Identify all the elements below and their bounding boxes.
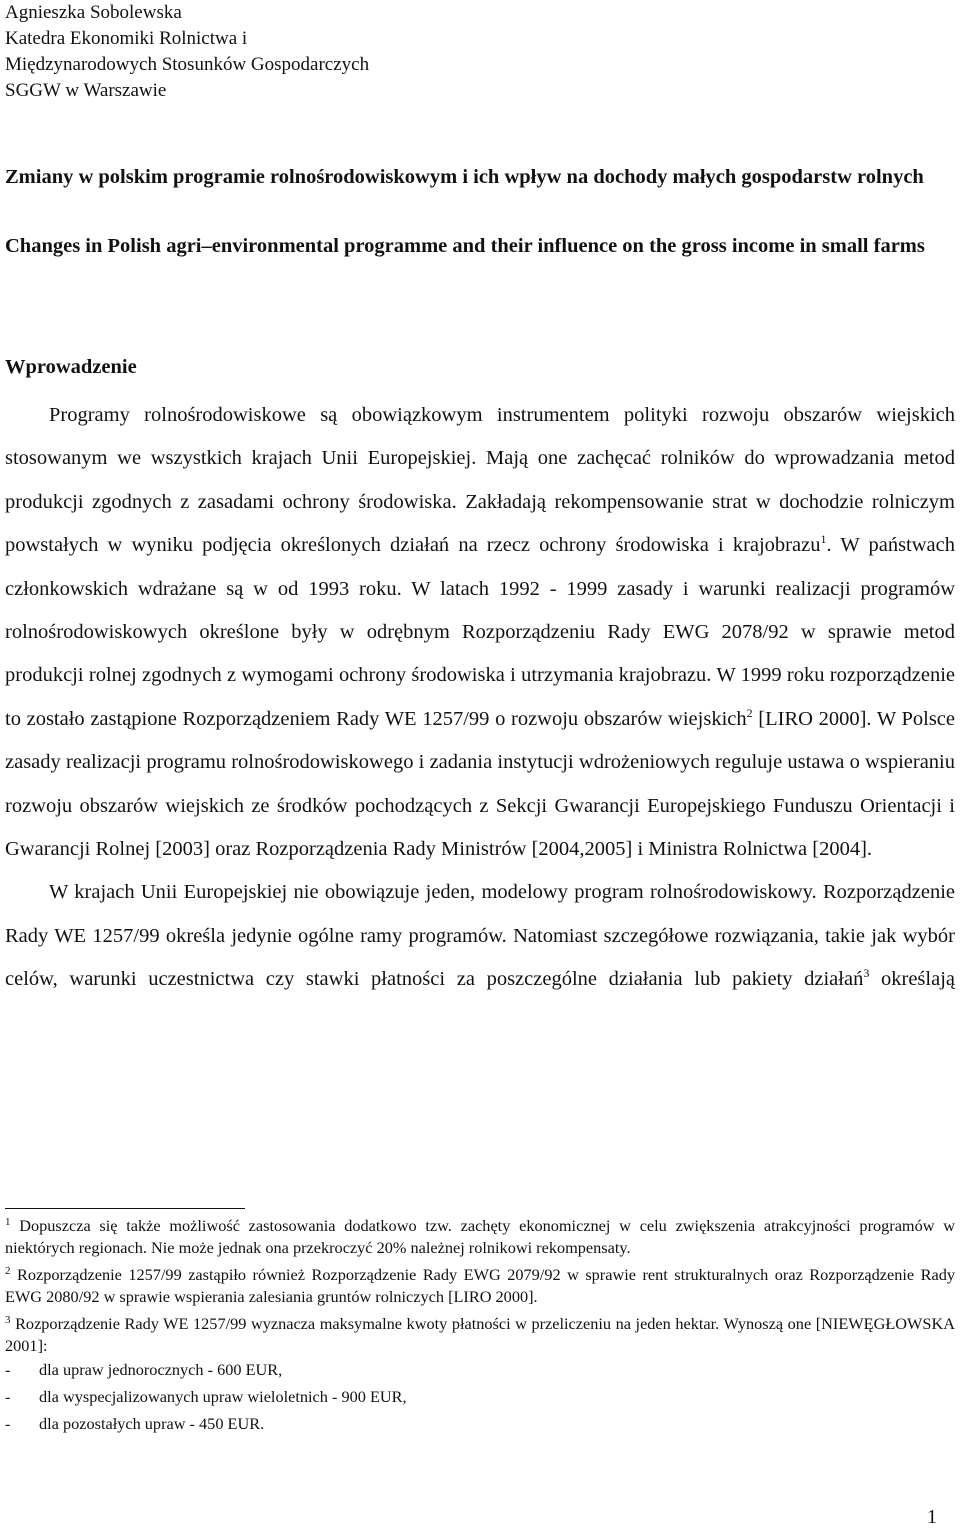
author-block xyxy=(5,0,369,104)
list-item: - dla wyspecjalizowanych upraw wieloletnich - 900 EUR, xyxy=(5,1387,407,1406)
department-line-2: Międzynarodowych Stosunków Gospodarczych xyxy=(5,54,370,75)
footnote-1: $^1$ Dopuszcza się także możliwość zastosowania dodatkowo tzw. zachęty ekonomicznej w celu zwiększenia atrakcyjności programów w niektórych regionach. Nie może jednak ona przekroczyć 20% należnej rolnikowi rekompensaty. xyxy=(5,1216,955,1257)
footnote-ref-3: 3 xyxy=(863,966,870,981)
page-number: 1 xyxy=(927,1506,937,1528)
title-polish: Zmiany w polskim programie rolnośrodowiskowym i ich wpływ na dochody małych gospodarstw rolnych xyxy=(5,166,924,188)
footnote-2: $^2$ Rozporządzenie 1257/99 zastąpiło również Rozporządzenie Rady EWG 2079/92 w sprawie rent strukturalnych oraz Rozporządzenie Rady EWG 2080/92 w sprawie wspierania zalesiania gruntów rolniczych [LIRO 2000]. xyxy=(5,1265,955,1306)
footnote-separator xyxy=(5,1208,245,1209)
list-item: - dla upraw jednorocznych - 600 EUR, xyxy=(5,1360,283,1379)
footnotes xyxy=(5,1215,955,1437)
paragraph-1: Programy rolnośrodowiskowe są obowiązkowym instrumentem polityki rozwoju obszarów wiejskich stosowanym we wszystkich krajach Unii Europejskiej. Mają one zachęcać rolników do wprowadzania metod produkcji zgodnych z zasadami ochrony środowiska. Zakładają rekompensowanie strat w dochodzie rolniczym powstałych w wyniku podjęcia określonych działań na rzecz ochrony środowiska i krajobrazu$^1$. W państwach członkowskich wdrażane są w od 1993 roku. W latach 1992 - 1999 zasady i warunki realizacji programów rolnośrodowiskowych określone były w odrębnym Rozporządzeniu Rady EWG 2078/92 w sprawie metod produkcji rolnej zgodnych z wymogami ochrony środowiska i utrzymania krajobrazu. W 1999 roku rozporządzenie to zostało zastąpione Rozporządzeniem Rady WE 1257/99 o rozwoju obszarów wiejskich$^2$ [LIRO 2000]. W Polsce zasady realizacji programu rolnośrodowiskowego i zadania instytucji wdrożeniowych reguluje ustawa o wspieraniu rozwoju obszarów wiejskich ze środków pochodzących z Sekcji Gwarancji Europejskiego Funduszu Orientacji i Gwarancji Rolnej [2003] oraz Rozporządzenia Rady Ministrów [2004,2005] i Ministra Rolnictwa [2004]. xyxy=(5,404,955,861)
list-item: - dla pozostałych upraw - 450 EUR. xyxy=(5,1414,265,1433)
title-english: Changes in Polish agri–environmental programme and their influence on the gross income in small farms xyxy=(5,235,925,257)
footnote-ref-2: 2 xyxy=(746,705,753,720)
footnote-3-list xyxy=(5,1356,955,1437)
department-line-1: Katedra Ekonomiki Rolnictwa i xyxy=(5,28,248,49)
footnote-ref-1: 1 xyxy=(820,532,827,547)
footnote-3: $^3$ Rozporządzenie Rady WE 1257/99 wyznacza maksymalne kwoty płatności w przeliczeniu na jeden hektar. Wynoszą one [NIEWĘGŁOWSKA 2001]: xyxy=(5,1314,955,1355)
institution: SGGW w Warszawie xyxy=(5,80,167,101)
body-text xyxy=(5,394,955,1002)
paragraph-2: W krajach Unii Europejskiej nie obowiązuje jeden, modelowy program rolnośrodowiskowy. Rozporządzenie Rady WE 1257/99 określa jedynie ogólne ramy programów. Natomiast szczegółowe rozwiązania, takie jak wybór celów, warunki uczestnictwa czy stawki płatności za poszczególne działania lub pakiety działań$^3$ określają xyxy=(5,881,955,991)
section-heading: Wprowadzenie xyxy=(5,356,137,378)
author-name: Agnieszka Sobolewska xyxy=(5,2,182,23)
